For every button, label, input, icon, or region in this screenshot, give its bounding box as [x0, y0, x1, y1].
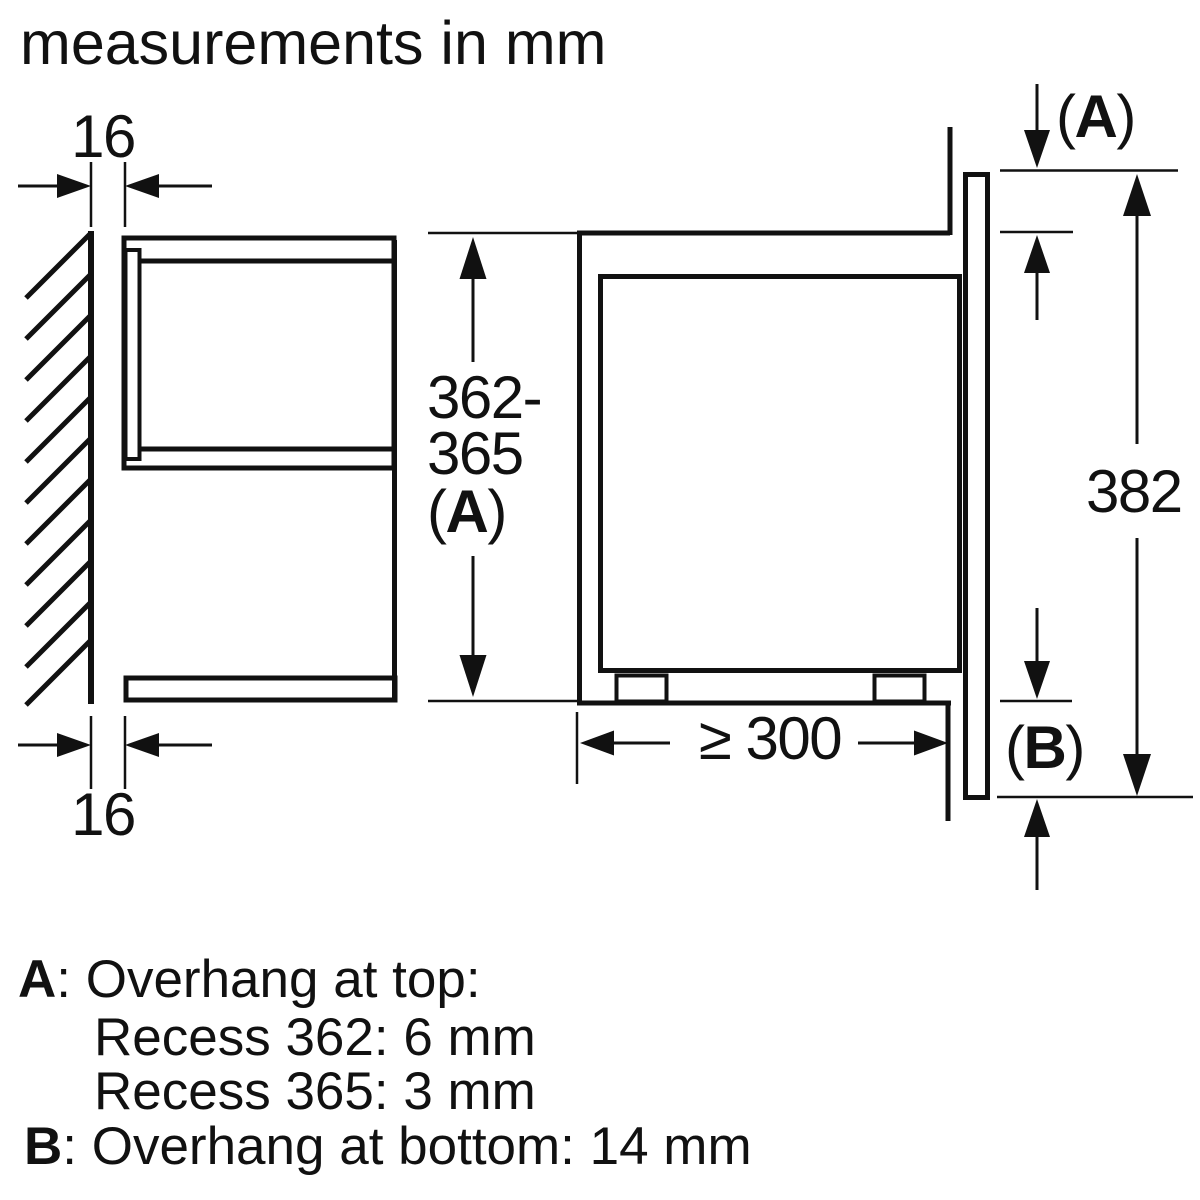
arrowhead-left-icon	[580, 731, 614, 756]
legend-label-b: B	[24, 1117, 63, 1176]
dimension-recess-height	[427, 233, 577, 701]
wall-hatching	[26, 231, 91, 705]
dim-value-front-height: 382	[1086, 458, 1182, 525]
dim-value-min-depth: ≥ 300	[698, 705, 842, 772]
dim-label-overhang-bottom	[1005, 714, 1084, 781]
legend-item-a-sub1: Recess 362: 6 mm	[94, 1008, 536, 1067]
arrowhead-up-icon	[1024, 235, 1050, 273]
label-letter-b: B	[1023, 714, 1066, 781]
label-letter-a: A	[445, 478, 488, 545]
legend-label-a: A	[18, 950, 57, 1009]
dimension-overhang-bottom	[1000, 608, 1084, 890]
arrowhead-right-icon	[57, 733, 91, 757]
arrowhead-left-icon	[125, 174, 159, 198]
dim-label-recess-a	[427, 478, 506, 545]
arrowhead-right-icon	[57, 174, 91, 198]
dimension-overhang-top	[1000, 83, 1178, 320]
arrowhead-up-icon	[460, 237, 487, 279]
arrowhead-left-icon	[125, 733, 159, 757]
label-letter-a: A	[1074, 83, 1117, 150]
dimension-wall-gap-top	[18, 103, 212, 227]
paren-open: (	[427, 478, 446, 545]
dim-value-recess-2: 365	[427, 420, 523, 487]
dim-value-gap-top: 16	[71, 103, 135, 170]
dim-value-gap-bottom: 16	[71, 781, 135, 848]
appliance-body	[601, 277, 960, 702]
arrowhead-up-icon	[1024, 799, 1050, 837]
arrowhead-down-icon	[460, 655, 487, 697]
arrowhead-down-icon	[1024, 661, 1050, 699]
cabinet-niche-outline	[124, 238, 395, 701]
appliance-foot-right	[875, 676, 925, 702]
appliance-foot-left	[617, 676, 667, 702]
arrowhead-right-icon	[914, 731, 948, 756]
dim-value-recess-1: 362-	[427, 364, 542, 431]
left-section-view	[18, 103, 577, 848]
arrowhead-down-icon	[1024, 130, 1050, 168]
dimension-min-depth	[577, 705, 948, 784]
paren-close: )	[487, 478, 506, 545]
dimension-wall-gap-bottom	[18, 716, 212, 848]
dim-label-overhang-top	[1056, 83, 1135, 150]
paren-close: )	[1116, 83, 1135, 150]
paren-open: (	[1005, 714, 1024, 781]
legend-item-b	[24, 1117, 752, 1176]
legend-item-a-sub2: Recess 365: 3 mm	[94, 1062, 536, 1121]
paren-open: (	[1056, 83, 1075, 150]
right-section-view	[577, 83, 1193, 890]
legend-item-a	[18, 950, 481, 1009]
drawing-title: measurements in mm	[20, 9, 607, 77]
legend-text-b: : Overhang at bottom: 14 mm	[62, 1117, 752, 1176]
appliance-front-frame	[966, 175, 988, 798]
legend-text-a: : Overhang at top:	[56, 950, 481, 1009]
arrowhead-down-icon	[1123, 754, 1151, 796]
arrowhead-up-icon	[1123, 174, 1151, 216]
paren-close: )	[1065, 714, 1084, 781]
